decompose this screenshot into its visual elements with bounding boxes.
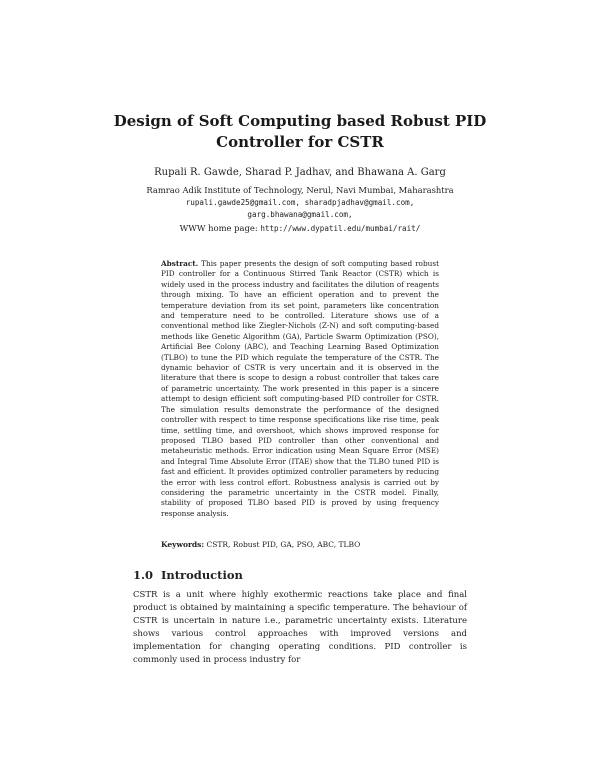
affiliation-block — [100, 184, 500, 235]
paper-title-line-1: Design of Soft Computing based Robust PID — [113, 112, 487, 130]
keywords-label: Keywords: — [161, 540, 205, 549]
paper-title-line-2: Controller for CSTR — [216, 133, 384, 151]
abstract — [161, 259, 439, 519]
www-label: WWW home page: — [179, 222, 261, 233]
abstract-label: Abstract. — [161, 259, 199, 268]
section-number: 1.0 — [133, 568, 154, 582]
section-title: Introduction — [161, 568, 243, 582]
email-line-2: garg.bhawana@gmail.com, — [247, 210, 353, 219]
email-line-1: rupali.gawde25@gmail.com, sharadpjadhav@gmail.com, — [185, 197, 415, 207]
paper-title — [100, 111, 500, 153]
www-line — [100, 222, 500, 236]
abstract-text: This paper presents the design of soft computing based robust PID controller for a Continuous Stirred Tank Reactor (CSTR) which is widely used in the process industry and facilitates the dilution of reagents through mixing. To have an efficient operation and to prevent the temperature deviation from its set point, parameters like concentration and temperature need to be controlled. Literature shows use of a conventional method like Ziegler-Nichols (Z-N) and soft computing-based methods like Genetic Algorithm (GA), Particle Swarm Optimization (PSO), Artificial Bee Colony (ABC), and Teaching Learning Based Optimization (TLBO) to tune the PID which regulate the temperature of the CSTR. The dynamic behavior of CSTR is very uncertain and it is observed in the literature that there is scope to design a robust controller that takes care of parametric uncertainty. The work presented in this paper is a sincere attempt to design efficient soft computing-based PID controller for CSTR. The simulation results demonstrate the performance of the designed controller with respect to time response specifications like rise time, peak time, settling time, and overshoot, which shows improved response for proposed TLBO based PID controller than other conventional and metaheuristic methods. Error indication using Mean Square Error (MSE) and Integral Time Absolute Error (ITAE) show that the TLBO tuned PID is fast and efficient. It provides optimized controller parameters by reducing the error with less control effort. Robustness analysis is carried out by considering the parametric uncertainty in the CSTR model. Finally, stability of proposed TLBO based PID is proved by using frequency response analysis. — [161, 259, 440, 518]
keywords-text: CSTR, Robust PID, GA, PSO, ABC, TLBO — [206, 540, 361, 549]
author-list: Rupali R. Gawde, Sharad P. Jadhav, and Bhawana A. Garg — [154, 167, 446, 178]
introduction-paragraph: CSTR is a unit where highly exothermic reactions take place and final product is obtained by maintaining a specific temperature. The behaviour of CSTR is uncertain in nature i.e., parametric uncertainty exists. Literature shows various control approaches with improved versions and implementation for changing operating conditions. PID controller is commonly used in process industry for — [133, 590, 467, 666]
www-url[interactable]: http://www.dypatil.edu/mumbai/rait/ — [260, 223, 421, 233]
section-heading-introduction — [133, 568, 243, 582]
keywords — [161, 540, 439, 550]
affiliation: Ramrao Adik Institute of Technology, Nerul, Navi Mumbai, Maharashtra — [146, 185, 454, 195]
